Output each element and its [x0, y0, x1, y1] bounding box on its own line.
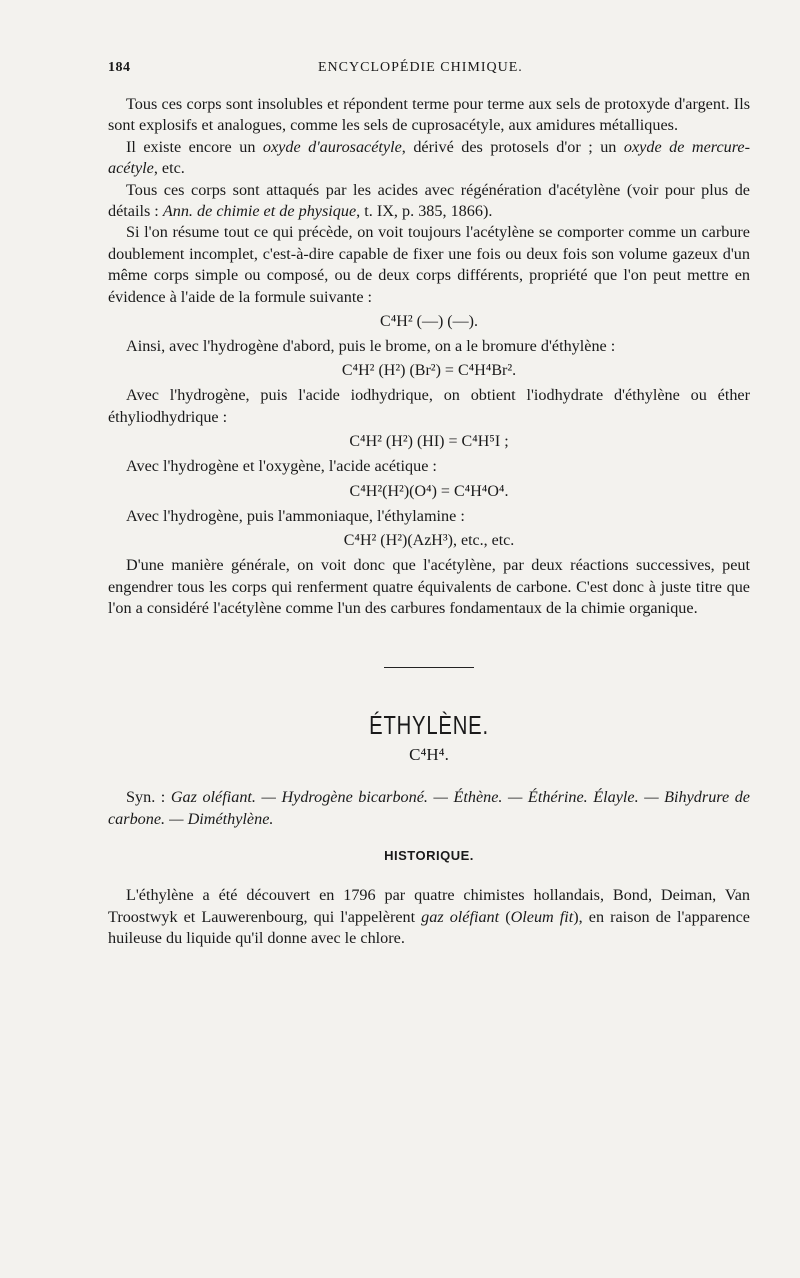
- paragraph: Il existe encore un oxyde d'aurosacétyle, dérivé des protosels d'or ; un oxyde de mercure-acétyle, etc.: [108, 137, 751, 178]
- formula: C⁴H² (H²)(AzH³), etc., etc.: [343, 532, 515, 550]
- synonyms: Syn. : Gaz oléfiant. — Hydrogène bicarboné. — Éthène. — Éthérine. Élayle. — Bihydrure de carbone. — Diméthylène.: [108, 788, 750, 828]
- subsection-heading: HISTORIQUE.: [384, 848, 474, 864]
- formula: C⁴H² (H²) (Br²) = C⁴H⁴Br².: [341, 362, 517, 380]
- section-divider: [384, 667, 474, 668]
- paragraph: Ainsi, avec l'hydrogène d'abord, puis le brome, on a le bromure d'éthylène :: [126, 337, 616, 356]
- synonyms-list: Gaz oléfiant. — Hydrogène bicarboné. — Éthène. — Éthérine. Élayle. — Bihydrure de carbone. — Diméthylène.: [108, 788, 750, 828]
- paragraph: Avec l'hydrogène, puis l'ammoniaque, l'éthylamine :: [126, 506, 465, 525]
- formula: C⁴H² (—) (—).: [380, 313, 478, 331]
- formula: C⁴H² (H²) (HI) = C⁴H⁵I ;: [349, 433, 509, 451]
- citation: Ann. de chimie et de physique: [162, 202, 357, 221]
- emphasis: gaz oléfiant: [421, 907, 500, 926]
- running-head: ENCYCLOPÉDIE CHIMIQUE.: [318, 60, 523, 75]
- page-number: 184: [108, 60, 131, 75]
- paragraph: Avec l'hydrogène et l'oxygène, l'acide acétique :: [126, 457, 437, 476]
- emphasis: oxyde de mercure-acétyle: [108, 137, 751, 178]
- paragraph: L'éthylène a été découvert en 1796 par quatre chimistes hollandais, Bond, Deiman, Van Troostwyk et Lauwerenbourg, qui l'appelèrent gaz oléfiant (Oleum fit), en raison de l'apparence huileuse du liquide qu'il donne avec le chlore.: [108, 886, 750, 947]
- formula: C⁴H²(H²)(O⁴) = C⁴H⁴O⁴.: [349, 482, 509, 500]
- section-formula: C⁴H⁴.: [409, 745, 449, 765]
- section-title: ÉTHYLÈNE.: [369, 710, 489, 741]
- emphasis: Oleum fit: [510, 907, 574, 926]
- page-header: [108, 60, 750, 86]
- paragraph: Tous ces corps sont attaqués par les acides avec régénération d'acétylène (voir pour plus de détails : Ann. de chimie et de physique, t. IX, p. 385, 1866).: [108, 180, 750, 221]
- paragraph: Tous ces corps sont insolubles et répondent terme pour terme aux sels de protoxyde d'argent. Ils sont explosifs et analogues, comme les sels de cuprosacétyle, aux amidures métalliques.: [108, 95, 750, 135]
- paragraph: Si l'on résume tout ce qui précède, on voit toujours l'acétylène se comporter comme un carbure doublement incomplet, c'est-à-dire capable de fixer une fois ou deux fois son volume gazeux d'un même corps simple ou composé, ou de deux corps différents, propriété que l'on peut mettre en évidence à l'aide de la formule suivante :: [108, 223, 750, 306]
- paragraph: Avec l'hydrogène, puis l'acide iodhydrique, on obtient l'iodhydrate d'éthylène ou éther éthyliodhydrique :: [108, 386, 750, 426]
- emphasis: oxyde d'aurosacétyle: [262, 137, 402, 156]
- page-body: [108, 94, 750, 949]
- paragraph: D'une manière générale, on voit donc que l'acétylène, par deux réactions successives, peut engendrer tous les corps qui renferment quatre équivalents de carbone. C'est donc à juste titre que l'on a considéré l'acétylène comme l'un des carbures fondamentaux de la chimie organique.: [108, 556, 750, 617]
